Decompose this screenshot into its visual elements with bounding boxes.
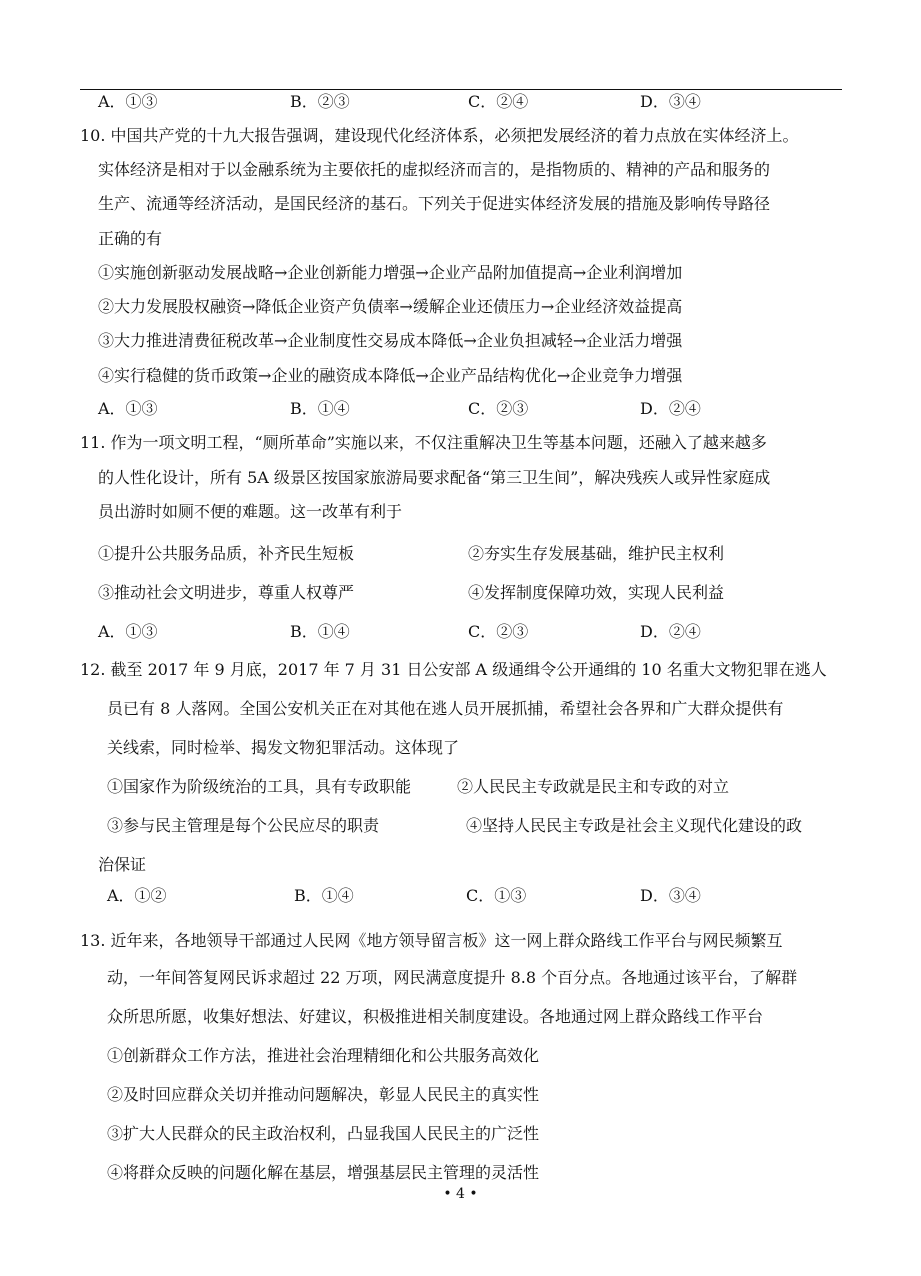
- q10-stem-line: 正确的有: [98, 229, 163, 248]
- q13-item-2: ②及时回应群众关切并推动问题解决，彰显人民民主的真实性: [107, 1085, 540, 1104]
- q9-option-b: B．②③: [290, 92, 350, 111]
- q12-item-4-cont: 治保证: [98, 855, 147, 874]
- q11-item-4: ④发挥制度保障功效，实现人民利益: [468, 583, 725, 602]
- q10-item-4: ④实行稳健的货币政策→企业的融资成本降低→企业产品结构优化→企业竞争力增强: [98, 366, 683, 385]
- q13-stem-line: 众所思所愿，收集好想法、好建议，积极推进相关制度建设。各地通过网上群众路线工作平台: [107, 1007, 764, 1026]
- q9-option-d: D．③④: [640, 92, 701, 111]
- q10-stem-line: 实体经济是相对于以金融系统为主要依托的虚拟经济而言的，是指物质的、精神的产品和服务的: [98, 160, 771, 179]
- q11-option-b: B．①④: [290, 622, 350, 641]
- q10-item-1: ①实施创新驱动发展战略→企业创新能力增强→企业产品附加值提高→企业利润增加: [98, 263, 683, 282]
- q11-item-2: ②夯实生存发展基础，维护民主权利: [468, 544, 725, 563]
- q12-option-c: C．①③: [466, 886, 527, 905]
- q11-stem-line: 的人性化设计，所有 5A 级景区按国家旅游局要求配备“第三卫生间”，解决残疾人或异性家庭成: [98, 468, 771, 487]
- q10-option-a: A．①③: [98, 399, 158, 418]
- q12-item-2: ②人民民主专政就是民主和专政的对立: [457, 777, 730, 796]
- q10-option-c: C．②③: [468, 399, 529, 418]
- q10-item-2: ②大力发展股权融资→降低企业资产负债率→缓解企业还债压力→企业经济效益提高: [98, 297, 683, 316]
- page-number: • 4 •: [443, 1186, 478, 1202]
- q12-item-4: ④坚持人民民主专政是社会主义现代化建设的政: [466, 816, 803, 835]
- q11-stem-line: 员出游时如厕不便的难题。这一改革有利于: [98, 502, 403, 521]
- q12-option-d: D．③④: [640, 886, 701, 905]
- q12-item-1: ①国家作为阶级统治的工具，具有专政职能: [107, 777, 412, 796]
- q12-option-b: B．①④: [294, 886, 354, 905]
- q11-item-3: ③推动社会文明进步，尊重人权尊严: [98, 583, 355, 602]
- q12-stem-line: 员已有 8 人落网。全国公安机关正在对其他在逃人员开展抓捕，希望社会各界和广大群众提供有: [107, 699, 784, 718]
- q12-option-a: A．①②: [107, 886, 167, 905]
- q11-option-a: A．①③: [98, 622, 158, 641]
- q11-option-d: D．②④: [640, 622, 701, 641]
- q11-item-1: ①提升公共服务品质，补齐民生短板: [98, 544, 355, 563]
- q10-option-d: D．②④: [640, 399, 701, 418]
- q12-stem-line: 12. 截至 2017 年 9 月底，2017 年 7 月 31 日公安部 A 级通缉令公开通缉的 10 名重大文物犯罪在逃人: [80, 660, 827, 679]
- q13-item-4: ④将群众反映的问题化解在基层，增强基层民主管理的灵活性: [107, 1163, 540, 1182]
- q12-item-3: ③参与民主管理是每个公民应尽的职责: [107, 816, 380, 835]
- q13-stem-line: 13. 近年来，各地领导干部通过人民网《地方领导留言板》这一网上群众路线工作平台与网民频繁互: [80, 931, 783, 950]
- q11-option-c: C．②③: [468, 622, 529, 641]
- q13-item-1: ①创新群众工作方法，推进社会治理精细化和公共服务高效化: [107, 1046, 540, 1065]
- q9-option-a: A．①③: [98, 92, 158, 111]
- q13-item-3: ③扩大人民群众的民主政治权利，凸显我国人民民主的广泛性: [107, 1124, 540, 1143]
- q10-option-b: B．①④: [290, 399, 350, 418]
- q13-stem-line: 动，一年间答复网民诉求超过 22 万项，网民满意度提升 8.8 个百分点。各地通过该平台，了解群: [107, 968, 798, 987]
- q12-stem-line: 关线索，同时检举、揭发文物犯罪活动。这体现了: [107, 738, 460, 757]
- top-rule: [80, 89, 842, 90]
- q9-option-c: C．②④: [468, 92, 529, 111]
- q11-stem-line: 11. 作为一项文明工程，“厕所革命”实施以来，不仅注重解决卫生等基本问题，还融入了越来越多: [80, 433, 767, 452]
- q10-stem-line: 生产、流通等经济活动，是国民经济的基石。下列关于促进实体经济发展的措施及影响传导路径: [98, 194, 771, 213]
- q10-stem-line: 10. 中国共产党的十九大报告强调，建设现代化经济体系，必须把发展经济的着力点放在实体经济上。: [80, 126, 799, 145]
- q10-item-3: ③大力推进清费征税改革→企业制度性交易成本降低→企业负担减轻→企业活力增强: [98, 331, 683, 350]
